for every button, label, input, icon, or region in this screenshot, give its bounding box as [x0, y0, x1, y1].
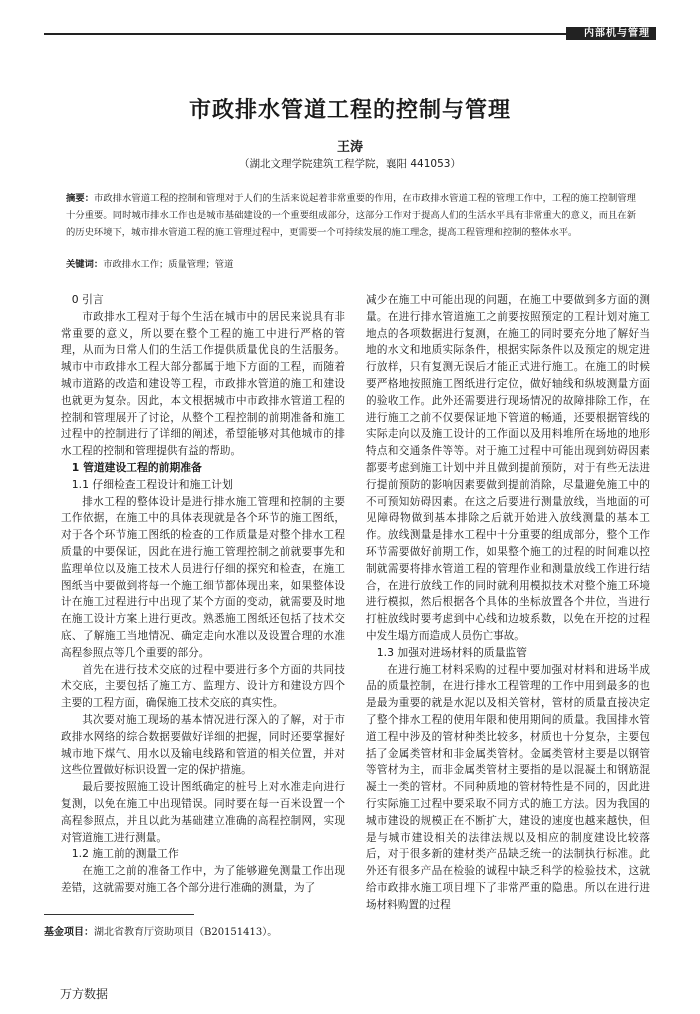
abstract-label: 摘要： [66, 193, 95, 204]
right-heading: 1.3 加强对进场材料的质量监管 [376, 645, 527, 659]
left-heading: 1.1 仔细检查工程设计和施工计划 [71, 477, 233, 491]
right-column [366, 292, 650, 913]
abstract [66, 190, 636, 241]
author: 王涛 [336, 140, 363, 155]
affiliation: （湖北文理学院建筑工程学院，襄阳 441053） [239, 158, 461, 170]
right-paragraph: 在进行施工材料采购的过程中要加强对材料和进场半成品的质量控制，在进行排水工程管理的工作中用到最多的也是最为重要的就是水泥以及相关管材，管材的质量直接决定了整个排水工程的使用年限和使用期间的质量。我国排水管道工程中涉及的管材种类比较多，材质也十分复杂，主要包括了金属类管材和非金属类管材。金属类管材主要是以钢管等管材为主，而非金属类管材主要指的是以混凝土和钢筋混凝土一类的管材。不同种质地的管材特性是不同的，因此进行实际施工过程中要采取不同方式的施工方法。因为我国的城市建设的规模正在不断扩大，建设的速度也越来越快，但是与城市建设相关的法律法规以及相应的制度建设比较落后，对于很多新的建材类产品缺乏统一的法制执行标准。此外还有很多产品在检验的诚程中缺乏科学的检验技术，这就给市政排水施工项目埋下了非常严重的隐患。所以在进行进场材料购置的过程 [366, 663, 650, 911]
footnote-text: 湖北省教育厅资助项目（B20151413）。 [94, 927, 278, 938]
running-header [44, 28, 656, 40]
keywords [66, 256, 636, 270]
left-paragraph: 市政排水工程对于每个生活在城市中的居民来说具有非常重要的意义，所以要在整个工程的施工中进行严格的管理，从而为日常人们的生活工作提供质量优良的生活服务。城市中市政排水工程大部分都属于地下方面的工程，而随着城市道路的改造和建设等工程，市政排水管道的施工和建设也就更为复杂。因此，本文根据城市中市政排水管道工程的控制和管理展开了讨论，从整个工程控制的前期准备和施工过程中的控制进行了详细的阐述，希望能够对其他城市的排水工程的控制和管理提供有益的帮助。 [61, 310, 345, 458]
footnote-rule [44, 914, 194, 915]
abstract-text: 市政排水管道工程的控制和管理对于人们的生活来说起着非常重要的作用，在市政排水管道工程的管理工作中，工程的施工控制管理十分重要。同时城市排水工作也是城市基础建设的一个重要组成部分，这部分工作对于提高人们的生活水平具有非常重大的意义，而且在新的历史环境下，城市排水管道工程的施工管理过程中，更需要一个可持续发展的施工理念，提高工程管理和控制的整体水平。 [66, 193, 636, 238]
keywords-label: 关键词： [66, 259, 104, 270]
left-paragraph: 在施工之前的准备工作中，为了能够避免测量工作出现差错，这就需要对施工各个部分进行准确的测量，为了 [61, 865, 345, 894]
left-column [61, 292, 345, 897]
left-paragraph: 排水工程的整体设计是进行排水施工管理和控制的主要工作依据，在施工中的具体表现就是各个环节的施工图纸，对于各个环节施工图纸的检查的工作质量是对整个排水工程质量的中要保证，因此在进行施工管理控制之前就要事先和监理单位以及施工技术人员进行仔细的探究和检查，在施工图纸当中要做到将每一个施工细节都体现出来，如果整体设计在施工过程进行中出现了某个方面的变动，就需要及时地在施工设计方案上进行更改。熟悉施工图纸还包括了技术交底、了解施工当地情况、确定走向水准以及设置合理的水准高程参照点等几个重要的部分。 [61, 495, 345, 659]
paper-title: 市政排水管道工程的控制与管理 [188, 98, 511, 123]
footnote [44, 923, 277, 938]
left-heading: 0 引言 [71, 293, 104, 306]
left-paragraph: 最后要按照施工设计图纸确定的桩号上对水准走向进行复测，以免在施工中出现错误。同时要在每一百米设置一个高程参照点，并且以此为基础建立准确的高程控制网，实现对管道施工进行测量。 [61, 781, 345, 844]
left-heading: 1 管道建设工程的前期准备 [71, 460, 202, 474]
left-paragraph: 首先在进行技术交底的过程中要进行多个方面的共同技术交底，主要包括了施工方、监理方、设计方和建设方四个主要的工程方面，确保施工技术交底的真实性。 [61, 663, 345, 710]
section-tag: 内部机与管理 [566, 27, 656, 40]
source-watermark: 万方数据 [60, 987, 109, 1001]
right-paragraph: 减少在施工中可能出现的问题，在施工中要做到多方面的测量。在进行排水管道施工之前要按照预定的工程计划对施工地点的各项数据进行复测，在施工的同时要充分地了解好当地的水文和地质实际条件，根据实际条件以及预定的规定进行放样，只有复测无误后才能正式进行施工。在施工的时候要严格地按照施工图纸进行定位，做好轴线和纵坡测量方面的验收工作。此外还需要进行现场情况的故障排除工作，在进行施工之前不仅要保证地下管道的畅通，还要根据管线的实际走向以及施工设计的工作面以及用料堆所在场地的地形特点和交通条件等等。对于施工过程中可能出现到妨碍因素都要考虑到施工计划中并且做到提前预防，对于有些无法进行提前预防的影响因素要做到提前消除，尽量避免施工中的不可预知妨碍因素。在这之后要进行测量放线，当地面的可见障碍物做到基本排除之后就开始进入放线测量的基本工作。放线测量是排水工程中十分重要的组成部分，整个工作环节需要做好前期工作，如果整个施工的过程的时间难以控制就需要将排水管道工程的管理作业和测量放线工作进行结合，在进行放线工作的同时就利用模拟技术对整个施工环境进行模拟，然后根据各个具体的坐标放置各个井位，当进行打桩放线时要考虑到中心线和边坡系数，以免在开挖的过程中发生塌方而造成人员伤亡事故。 [366, 294, 650, 642]
left-heading: 1.2 施工前的测量工作 [71, 847, 179, 861]
footnote-label: 基金项目： [44, 927, 94, 938]
header-rule [44, 33, 656, 35]
keywords-text: 市政排水工作；质量管理；管道 [103, 259, 234, 270]
left-paragraph: 其次要对施工现场的基本情况进行深入的了解，对于市政排水网络的综合数据要做好详细的把握，同时还要掌握好城市地下煤气、用水以及输电线路和管道的相关位置，并对这些位置做好标识设置一定的保护措施。 [61, 713, 345, 777]
